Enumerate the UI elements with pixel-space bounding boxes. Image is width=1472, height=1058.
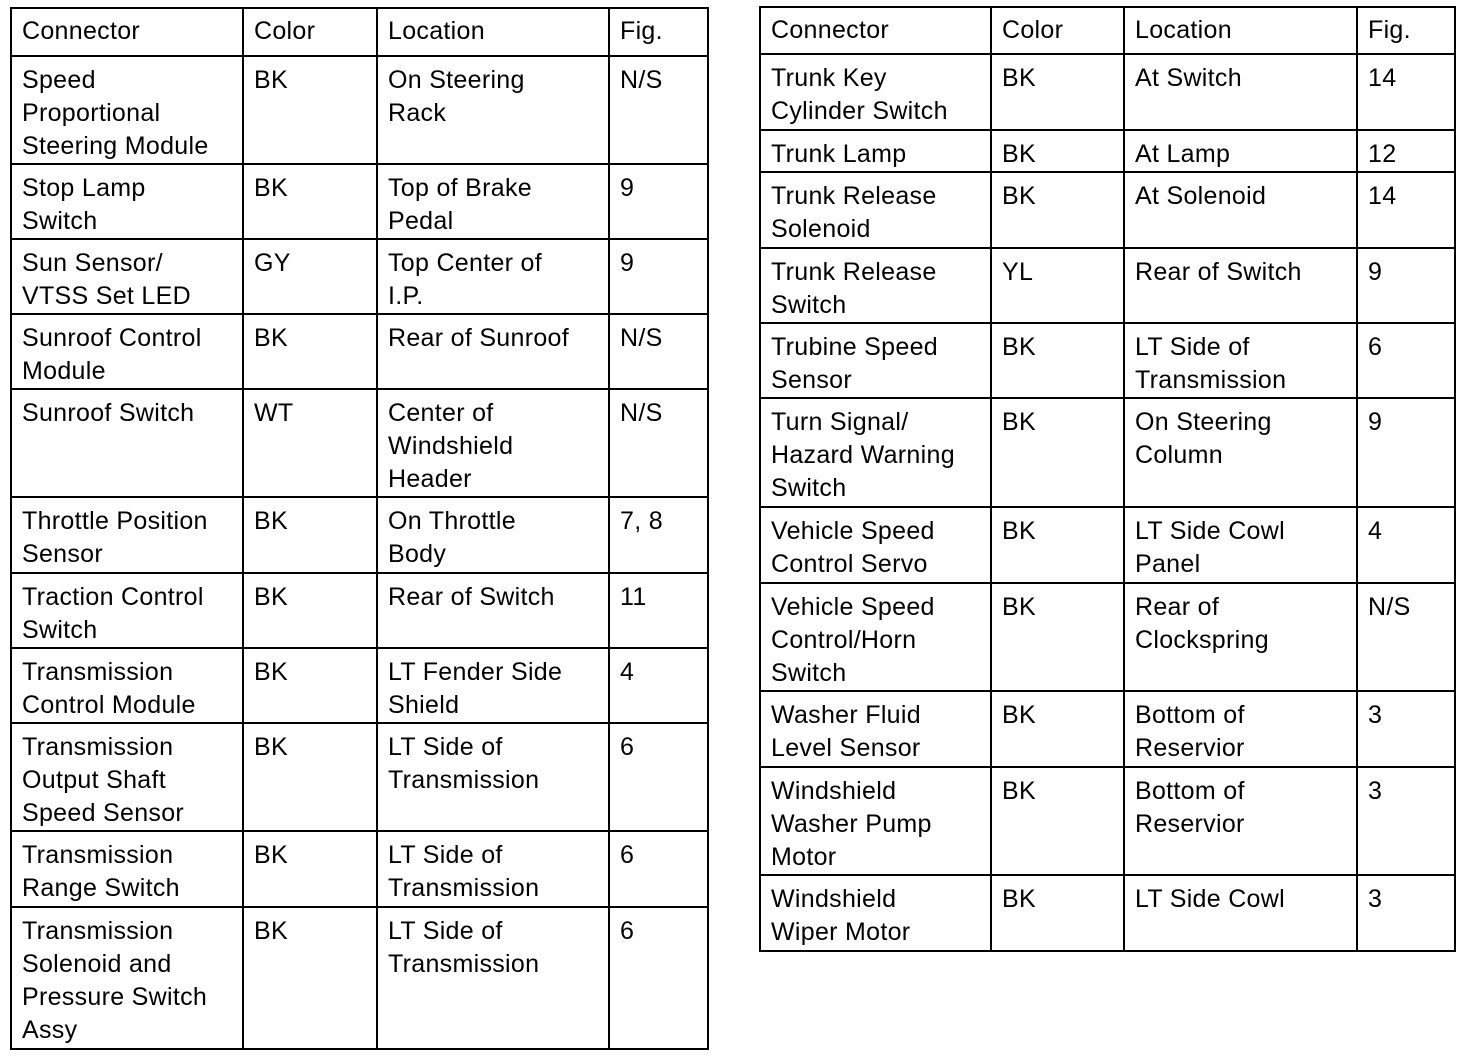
table-row xyxy=(11,831,708,907)
connector-table-left xyxy=(10,7,709,1050)
cell-color: BK xyxy=(991,507,1124,583)
cell-connector: Trubine Speed Sensor xyxy=(760,323,991,398)
table-row xyxy=(760,248,1455,323)
table-row xyxy=(760,875,1455,951)
table-row xyxy=(11,389,708,497)
cell-color: WT xyxy=(243,389,377,497)
cell-color: BK xyxy=(991,875,1124,951)
cell-connector: Washer Fluid Level Sensor xyxy=(760,691,991,767)
cell-color: BK xyxy=(243,573,377,648)
cell-connector: Transmission Solenoid and Pressure Switch Assy xyxy=(11,907,243,1049)
cell-connector: Speed Proportional Steering Module xyxy=(11,56,243,164)
cell-color: BK xyxy=(243,164,377,239)
cell-color: BK xyxy=(243,314,377,389)
table-row xyxy=(11,314,708,389)
cell-location: Bottom of Reservior xyxy=(1124,767,1357,875)
cell-connector: Turn Signal/ Hazard Warning Switch xyxy=(760,398,991,507)
cell-location: Rear of Clockspring xyxy=(1124,583,1357,691)
cell-fig: 9 xyxy=(609,239,708,314)
header-fig: Fig. xyxy=(609,8,708,56)
cell-connector: Throttle Position Sensor xyxy=(11,497,243,573)
table-row xyxy=(760,130,1455,172)
cell-fig: 3 xyxy=(1357,691,1455,767)
cell-fig: 3 xyxy=(1357,875,1455,951)
table-row xyxy=(11,907,708,1049)
cell-color: BK xyxy=(991,323,1124,398)
cell-fig: N/S xyxy=(609,56,708,164)
table-row xyxy=(11,648,708,723)
table-row xyxy=(760,691,1455,767)
cell-fig: 9 xyxy=(1357,248,1455,323)
cell-connector: Windshield Wiper Motor xyxy=(760,875,991,951)
cell-location: LT Side of Transmission xyxy=(377,907,609,1049)
cell-location: Top of Brake Pedal xyxy=(377,164,609,239)
cell-color: BK xyxy=(243,831,377,907)
cell-color: BK xyxy=(991,767,1124,875)
header-row xyxy=(760,7,1455,54)
cell-color: BK xyxy=(991,54,1124,130)
cell-connector: Transmission Output Shaft Speed Sensor xyxy=(11,723,243,831)
cell-connector: Traction Control Switch xyxy=(11,573,243,648)
cell-connector: Sunroof Switch xyxy=(11,389,243,497)
cell-fig: 3 xyxy=(1357,767,1455,875)
connector-table-right xyxy=(759,6,1456,952)
table-row xyxy=(760,507,1455,583)
cell-connector: Sunroof Control Module xyxy=(11,314,243,389)
cell-location: Rear of Switch xyxy=(377,573,609,648)
cell-location: LT Fender Side Shield xyxy=(377,648,609,723)
cell-location: Rear of Sunroof xyxy=(377,314,609,389)
cell-location: On Throttle Body xyxy=(377,497,609,573)
header-location: Location xyxy=(1124,7,1357,54)
cell-location: On Steering Column xyxy=(1124,398,1357,507)
table-row xyxy=(760,54,1455,130)
cell-color: BK xyxy=(243,907,377,1049)
cell-connector: Trunk Lamp xyxy=(760,130,991,172)
cell-connector: Trunk Key Cylinder Switch xyxy=(760,54,991,130)
cell-fig: 14 xyxy=(1357,54,1455,130)
cell-color: BK xyxy=(991,172,1124,248)
table-row xyxy=(11,573,708,648)
cell-fig: 9 xyxy=(609,164,708,239)
cell-connector: Transmission Range Switch xyxy=(11,831,243,907)
cell-location: On Steering Rack xyxy=(377,56,609,164)
header-color: Color xyxy=(243,8,377,56)
table-row xyxy=(11,723,708,831)
header-location: Location xyxy=(377,8,609,56)
cell-connector: Sun Sensor/ VTSS Set LED xyxy=(11,239,243,314)
cell-color: BK xyxy=(991,583,1124,691)
cell-fig: 6 xyxy=(609,907,708,1049)
cell-color: BK xyxy=(243,56,377,164)
cell-color: BK xyxy=(243,723,377,831)
cell-fig: 4 xyxy=(609,648,708,723)
cell-fig: 9 xyxy=(1357,398,1455,507)
header-connector: Connector xyxy=(11,8,243,56)
table-row xyxy=(760,767,1455,875)
header-fig: Fig. xyxy=(1357,7,1455,54)
cell-connector: Stop Lamp Switch xyxy=(11,164,243,239)
cell-fig: 4 xyxy=(1357,507,1455,583)
cell-fig: N/S xyxy=(609,389,708,497)
cell-location: LT Side Cowl Panel xyxy=(1124,507,1357,583)
cell-connector: Vehicle Speed Control Servo xyxy=(760,507,991,583)
cell-color: BK xyxy=(991,398,1124,507)
cell-location: LT Side of Transmission xyxy=(1124,323,1357,398)
cell-connector: Trunk Release Switch xyxy=(760,248,991,323)
cell-location: At Switch xyxy=(1124,54,1357,130)
cell-color: BK xyxy=(243,497,377,573)
table-row xyxy=(11,56,708,164)
cell-fig: 6 xyxy=(1357,323,1455,398)
cell-color: BK xyxy=(991,691,1124,767)
cell-location: At Lamp xyxy=(1124,130,1357,172)
cell-location: Top Center of I.P. xyxy=(377,239,609,314)
cell-fig: N/S xyxy=(1357,583,1455,691)
cell-fig: 7, 8 xyxy=(609,497,708,573)
cell-color: GY xyxy=(243,239,377,314)
cell-location: Bottom of Reservior xyxy=(1124,691,1357,767)
cell-connector: Vehicle Speed Control/Horn Switch xyxy=(760,583,991,691)
cell-location: LT Side of Transmission xyxy=(377,723,609,831)
cell-location: Rear of Switch xyxy=(1124,248,1357,323)
cell-fig: 12 xyxy=(1357,130,1455,172)
table-row xyxy=(760,172,1455,248)
cell-location: LT Side of Transmission xyxy=(377,831,609,907)
table-row xyxy=(11,239,708,314)
header-connector: Connector xyxy=(760,7,991,54)
cell-fig: N/S xyxy=(609,314,708,389)
cell-color: YL xyxy=(991,248,1124,323)
cell-connector: Trunk Release Solenoid xyxy=(760,172,991,248)
cell-color: BK xyxy=(991,130,1124,172)
table-row xyxy=(11,164,708,239)
cell-connector: Windshield Washer Pump Motor xyxy=(760,767,991,875)
cell-fig: 6 xyxy=(609,723,708,831)
table-row xyxy=(760,398,1455,507)
table-row xyxy=(760,323,1455,398)
cell-connector: Transmission Control Module xyxy=(11,648,243,723)
cell-color: BK xyxy=(243,648,377,723)
cell-fig: 14 xyxy=(1357,172,1455,248)
table-row xyxy=(760,583,1455,691)
cell-fig: 6 xyxy=(609,831,708,907)
cell-location: LT Side Cowl xyxy=(1124,875,1357,951)
header-color: Color xyxy=(991,7,1124,54)
header-row xyxy=(11,8,708,56)
cell-location: At Solenoid xyxy=(1124,172,1357,248)
cell-fig: 11 xyxy=(609,573,708,648)
table-row xyxy=(11,497,708,573)
cell-location: Center of Windshield Header xyxy=(377,389,609,497)
